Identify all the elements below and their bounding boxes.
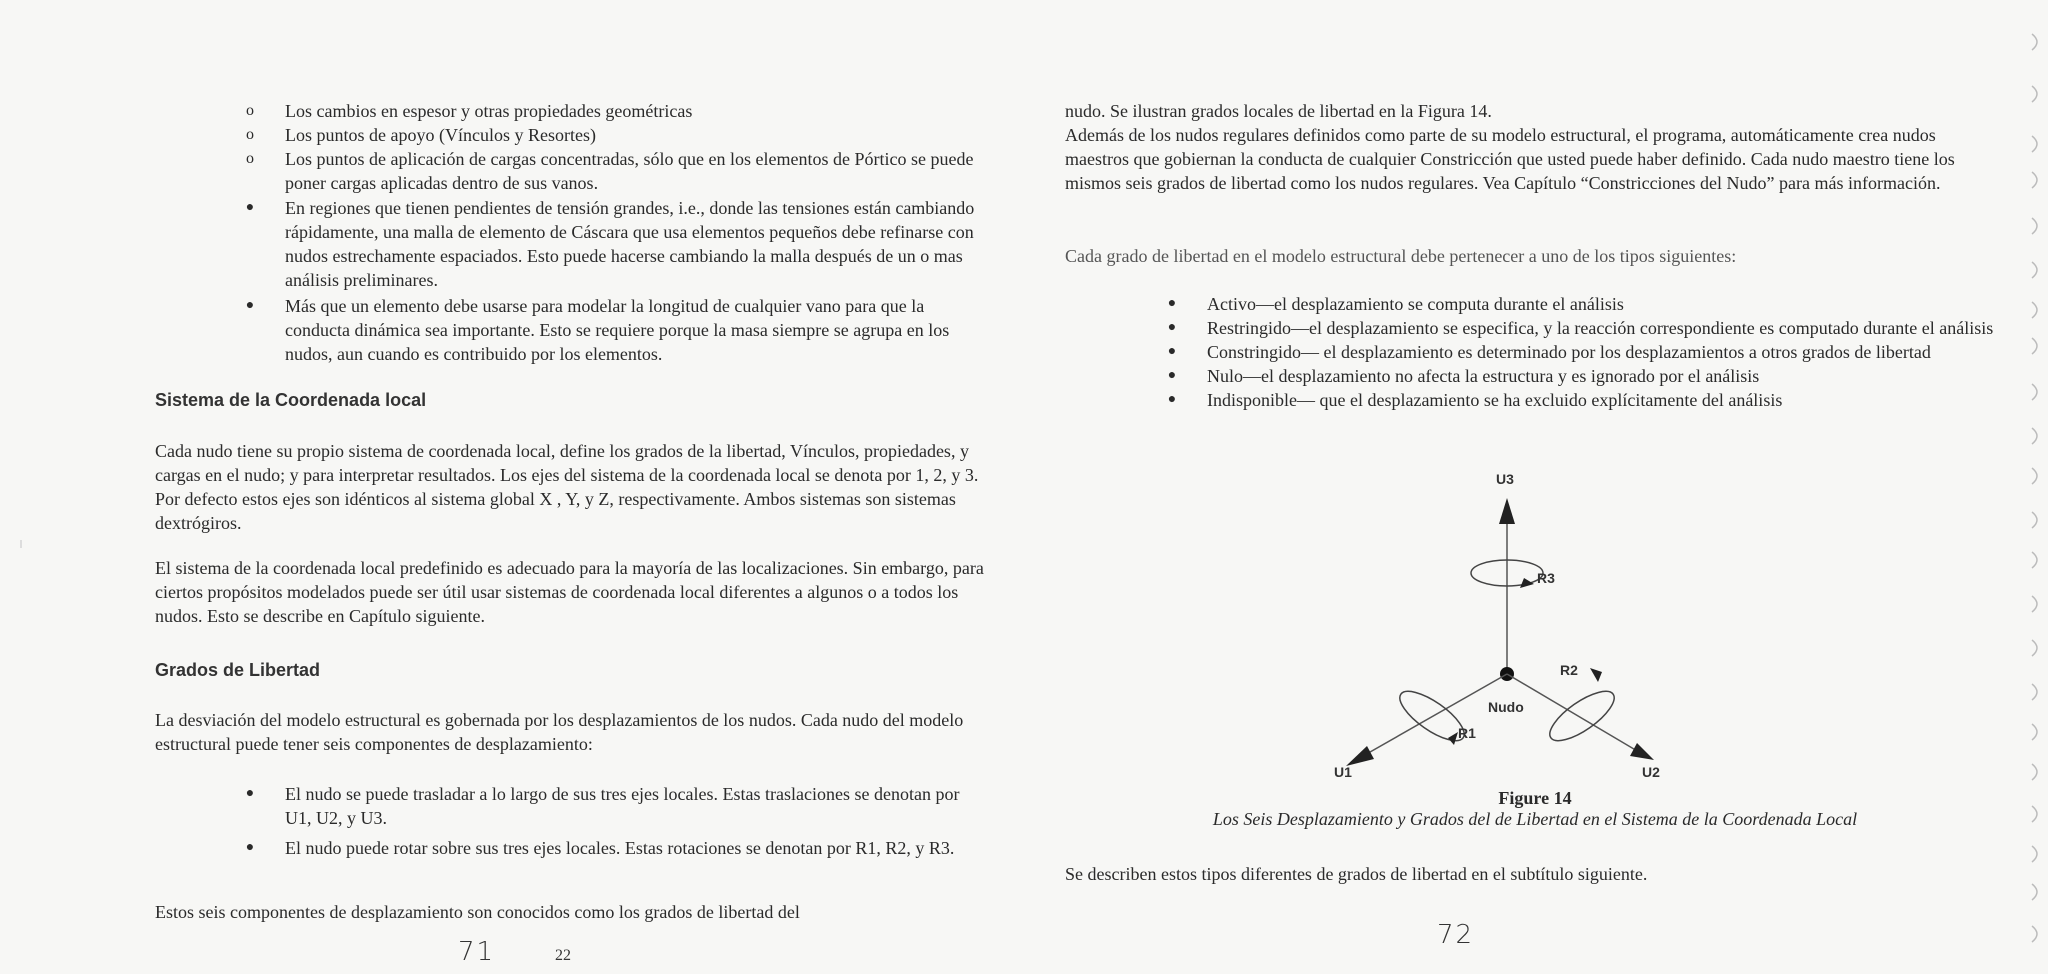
list-item: ● El nudo puede rotar sobre sus tres ejes locales. Estas rotaciones se denotan por R1, R2, y R3. xyxy=(285,836,990,860)
figure-subtitle: Los Seis Desplazamiento y Grados del de Libertad en el Sistema de la Coordenada Local xyxy=(1212,809,1858,829)
binding-ring xyxy=(2032,764,2037,780)
binding-ring xyxy=(2032,806,2037,822)
list-item: ● Indisponible— que el desplazamiento se ha excluido explícitamente del análisis xyxy=(1207,388,1997,412)
solid-bullet-icon: ● xyxy=(1167,344,1177,359)
displacement-components-list xyxy=(245,782,990,860)
r1-label: R1 xyxy=(1458,725,1476,741)
r1-arrowhead-icon xyxy=(1448,732,1458,745)
solid-bullet-icon: ● xyxy=(1167,296,1177,311)
r2-rotation-loop xyxy=(1543,683,1621,750)
u2-label: U2 xyxy=(1642,764,1660,780)
u1-axis xyxy=(1356,674,1507,760)
binding-ring xyxy=(2032,428,2037,444)
binding-ring xyxy=(2032,86,2037,102)
binding-ring xyxy=(2032,34,2037,50)
binding-ring xyxy=(2032,302,2037,318)
section-heading-local-coordinates: Sistema de la Coordenada local xyxy=(155,390,427,410)
closing-paragraph: Estos seis componentes de desplazamiento son conocidos como los grados de libertad del xyxy=(155,902,800,922)
binding-ring xyxy=(2032,512,2037,528)
binding-ring xyxy=(2032,884,2037,900)
hollow-circle-bullet-icon: o xyxy=(246,102,254,119)
mesh-advice-list xyxy=(245,196,990,366)
binding-ring xyxy=(2032,926,2037,942)
binding-ring xyxy=(2032,384,2037,400)
r3-label: R3 xyxy=(1537,570,1555,586)
r3-arrowhead-icon xyxy=(1520,578,1534,588)
u1-arrowhead-icon xyxy=(1346,746,1374,766)
binding-ring xyxy=(2032,596,2037,612)
margin-speck xyxy=(20,540,22,548)
list-item: o Los puntos de apoyo (Vínculos y Resortes) xyxy=(285,123,985,147)
binding-ring xyxy=(2032,338,2037,354)
list-item: ● En regiones que tienen pendientes de tensión grandes, i.e., donde las tensiones están cambiando rápidamente, una malla de elemento de Cáscara que usa elementos pequeños debe refinarse con nudos estrechamente espaciados. Esto puede hacerse cambiando la malla después de un o mas análisis preliminares. xyxy=(285,196,990,292)
joint-dof-diagram xyxy=(1030,470,1660,785)
joint-label: Nudo xyxy=(1488,699,1524,715)
solid-bullet-icon: ● xyxy=(245,298,255,313)
handwritten-page-number: 72 xyxy=(1437,920,1475,950)
solid-bullet-icon: ● xyxy=(245,840,255,855)
binding-ring xyxy=(2032,684,2037,700)
solid-bullet-icon: ● xyxy=(1167,392,1177,407)
r2-label: R2 xyxy=(1560,662,1578,678)
degrees-of-freedom-paragraph: La desviación del modelo estructural es gobernada por los desplazamientos de los nudos. Cada nudo del modelo estructural puede tener seis componentes de desplazamiento: xyxy=(155,710,964,754)
u1-label: U1 xyxy=(1334,764,1352,780)
u3-label: U3 xyxy=(1496,471,1514,487)
binding-rings xyxy=(2026,0,2048,974)
solid-bullet-icon: ● xyxy=(1167,320,1177,335)
binding-ring xyxy=(2032,552,2037,568)
u3-arrowhead-icon xyxy=(1499,498,1515,524)
binding-ring xyxy=(2032,640,2037,656)
binding-ring xyxy=(2032,724,2037,740)
list-item: ● Más que un elemento debe usarse para modelar la longitud de cualquier vano para que la conducta dinámica sea importante. Esto se requiere porque la masa siempre se agrupa en los nudos, aun cuando es contribuido por los elementos. xyxy=(285,294,990,366)
solid-bullet-icon: ● xyxy=(1167,368,1177,383)
local-coordinates-paragraph-2: El sistema de la coordenada local predefinido es adecuado para la mayoría de las localizaciones. Sin embargo, para ciertos propósitos modelados puede ser útil usar sistemas de coordenada local diferentes a algunos o a todos los nudos. Esto se describe en Capítulo siguiente. xyxy=(155,558,984,626)
list-item: o Los cambios en espesor y otras propiedades geométricas xyxy=(285,99,985,123)
list-item: ● El nudo se puede trasladar a lo largo de sus tres ejes locales. Estas traslaciones se denotan por U1, U2, y U3. xyxy=(285,782,990,830)
figure-title: Figure 14 xyxy=(1498,788,1572,808)
list-item: o Los puntos de aplicación de cargas concentradas, sólo que en los elementos de Pórtico se puede poner cargas aplicadas dentro de sus vanos. xyxy=(285,147,985,195)
r2-arrowhead-icon xyxy=(1590,668,1602,682)
binding-ring xyxy=(2032,136,2037,152)
dof-types-intro: Cada grado de libertad en el modelo estructural debe pertenecer a uno de los tipos siguientes: xyxy=(1065,246,1737,266)
figure-reference-paragraph: nudo. Se ilustran grados locales de libertad en la Figura 14. xyxy=(1065,101,1492,121)
section-heading-degrees-of-freedom: Grados de Libertad xyxy=(155,660,321,680)
binding-ring xyxy=(2032,846,2037,862)
handwritten-page-number: 71 xyxy=(458,937,496,967)
hollow-circle-bullet-icon: o xyxy=(246,126,254,143)
binding-ring xyxy=(2032,172,2037,188)
dof-types-list xyxy=(1167,292,1997,412)
solid-bullet-icon: ● xyxy=(245,200,255,215)
list-item: ● Restringido—el desplazamiento se especifica, y la reacción correspondiente es computado durante el análisis xyxy=(1207,316,1997,340)
printed-page-number: 22 xyxy=(555,947,571,964)
u2-arrowhead-icon xyxy=(1630,743,1654,760)
u2-axis xyxy=(1507,674,1644,755)
master-joints-paragraph: Además de los nudos regulares definidos como parte de su modelo estructural, el programa, automáticamente crea nudos maestros que gobiernan la conducta de cualquier Constricción que usted puede haber definido. Cada nudo maestro tiene los mismos seis grados de libertad como los nudos regulares. Vea Capítulo “Constricciones del Nudo” para más información. xyxy=(1065,125,1955,193)
local-coordinates-paragraph-1: Cada nudo tiene su propio sistema de coordenada local, define los grados de la libertad, Vínculos, propiedades, y cargas en el nudo; y para interpretar resultados. Los ejes del sistema de la coordenada local se denota por 1, 2, y 3. Por defecto estos ejes son idénticos al sistema global X , Y, y Z, respectivamente. Ambos sistemas son sistemas dextrógiros. xyxy=(155,441,979,533)
binding-ring xyxy=(2032,468,2037,484)
solid-bullet-icon: ● xyxy=(245,786,255,801)
geometry-list xyxy=(246,99,985,195)
binding-ring xyxy=(2032,218,2037,234)
figure-caption xyxy=(1065,788,2005,830)
binding-ring xyxy=(2032,262,2037,278)
list-item: ● Constringido— el desplazamiento es determinado por los desplazamientos a otros grados de libertad xyxy=(1207,340,1997,364)
right-page xyxy=(1030,0,2048,974)
hollow-circle-bullet-icon: o xyxy=(246,150,254,167)
closing-paragraph: Se describen estos tipos diferentes de grados de libertad en el subtítulo siguiente. xyxy=(1065,864,1648,884)
list-item: ● Nulo—el desplazamiento no afecta la estructura y es ignorado por el análisis xyxy=(1207,364,1997,388)
list-item: ● Activo—el desplazamiento se computa durante el análisis xyxy=(1207,292,1997,316)
